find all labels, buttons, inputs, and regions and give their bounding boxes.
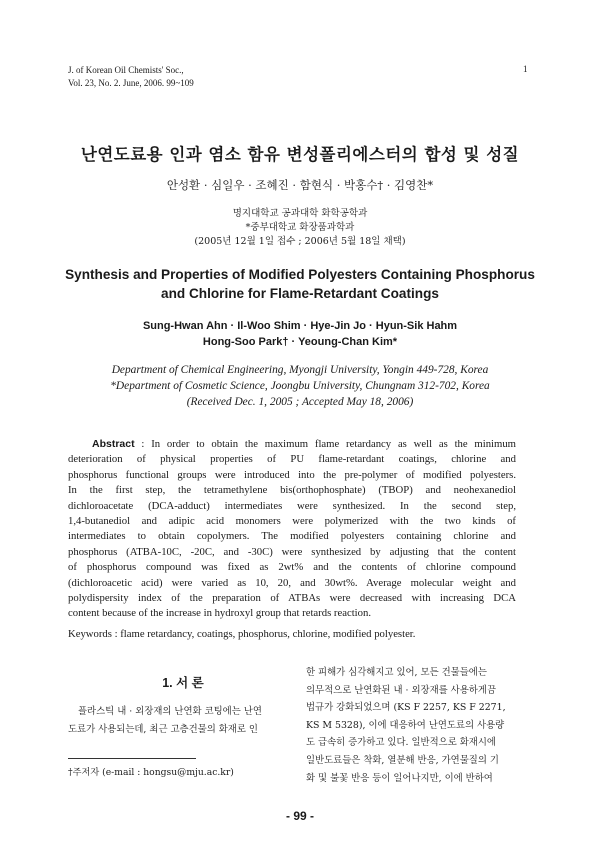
english-title-line-1: Synthesis and Properties of Modified Polyesters Containing Phosphorus	[65, 267, 535, 282]
english-received-date: (Received Dec. 1, 2005 ; Accepted May 18, 2006)	[186, 396, 414, 408]
abstract-line: phosphorus functional groups were introduced into the pre-polymer of modified polyesters.	[68, 468, 516, 481]
body-line: 법규가 강화되었으며 (KS F 2257, KS F 2271,	[306, 702, 506, 714]
abstract-line: 1,4-butanediol and adipic acid monomers were polymerized with the two kinds of	[68, 514, 516, 527]
body-line: KS M 5328), 이에 대응하여 난연도료의 사용량	[306, 719, 505, 731]
korean-title: 난연도료용 인과 염소 함유 변성폴리에스터의 합성 및 성질	[80, 145, 520, 164]
abstract-line: deterioration of physical properties of PU flame-retardant coatings, chlorine and	[68, 453, 516, 466]
top-page-number: 1	[523, 64, 528, 74]
korean-authors: 안성환 · 심일우 · 조혜진 · 함현식 · 박홍수† · 김영찬*	[166, 178, 434, 192]
english-authors-line-2: Hong-Soo Park† · Yeoung-Chan Kim*	[202, 336, 398, 348]
journal-line-1: J. of Korean Oil Chemists' Soc.,	[68, 65, 184, 75]
journal-citation	[68, 64, 194, 90]
body-line: 플라스틱 내 · 외장재의 난연화 코팅에는 난연	[78, 706, 262, 717]
english-authors-line-1: Sung-Hwan Ahn · Il-Woo Shim · Hye-Jin Jo · Hyun-Sik Hahm	[142, 320, 458, 332]
korean-affiliation-1: 명지대학교 공과대학 화학공학과	[232, 208, 368, 219]
body-line: 일반도료들은 착화, 열분해 반응, 가연물질의 기	[306, 754, 499, 766]
abstract-label: Abstract	[92, 438, 135, 450]
bottom-page-number: - 99 -	[285, 809, 314, 823]
korean-affiliation-2: *중부대학교 화장품과학과	[245, 222, 355, 233]
abstract-line: intermediates to obtain copolymers. The modified polyesters containing chlorine and	[68, 530, 516, 543]
left-column	[68, 703, 298, 738]
footnote-divider	[68, 758, 196, 759]
english-affiliations	[0, 362, 600, 410]
korean-received-date: (2005년 12월 1일 접수 ; 2006년 5월 18일 채택)	[194, 236, 406, 247]
english-affiliation-2: *Department of Cosmetic Science, Joongbu University, Chungnam 312-702, Korea	[110, 380, 490, 392]
abstract-line: content because of the increase in hydroxyl group that retards reaction.	[68, 607, 371, 620]
abstract-line: (dichloroacetic acid) were varied as 10, 20, and 30wt%. Average molecular weight and	[68, 576, 516, 589]
abstract-line: phosphorus (ATBA-10C, -20C, and -30C) were synthesized by adjusting that the content	[68, 545, 516, 558]
abstract-line: dichloroacetate (DCA-adduct) intermediates were synthesized. In the second step,	[68, 499, 516, 512]
abstract	[68, 437, 516, 622]
body-line: 한 피해가 심각해지고 있어, 모든 건물들에는	[306, 667, 487, 678]
section-heading: 1. 서 론	[162, 676, 204, 690]
english-authors	[0, 318, 600, 350]
abstract-line: polydispersity index of the preparation of ATBAs were decreased with increasing DCA	[68, 591, 516, 604]
english-title	[0, 265, 600, 303]
body-line: 도 급속히 증가하고 있다. 일반적으로 화재시에	[306, 737, 496, 749]
body-line: 화 및 불꽃 반응 등이 일어나지만, 이에 반하여	[306, 772, 493, 784]
abstract-line: In the first step, the tetramethylene bis(orthophosphate) (TBOP) and neohexanediol	[68, 484, 516, 497]
right-column	[306, 664, 528, 787]
abstract-line-text: : In order to obtain the maximum flame retardancy as well as the minimum	[141, 438, 516, 450]
body-line: 도료가 사용되는데, 최근 고층건물의 화재로 인	[68, 723, 258, 735]
keywords: Keywords : flame retardancy, coatings, phosphorus, chlorine, modified polyester.	[68, 628, 416, 640]
korean-affiliations	[0, 207, 600, 249]
footnote: †주저자 (e-mail : hongsu@mju.ac.kr)	[68, 767, 234, 778]
english-title-line-2: and Chlorine for Flame-Retardant Coatings	[161, 286, 439, 301]
abstract-line: of phosphorus compound was fixed as 2wt% and the contents of chlorine compound	[68, 561, 516, 574]
journal-line-2: Vol. 23, No. 2. June, 2006. 99~109	[68, 78, 194, 88]
abstract-line	[68, 437, 516, 452]
body-line: 의무적으로 난연화된 내 · 외장재를 사용하게끔	[306, 684, 496, 696]
english-affiliation-1: Department of Chemical Engineering, Myongji University, Yongin 449-728, Korea	[111, 364, 489, 376]
